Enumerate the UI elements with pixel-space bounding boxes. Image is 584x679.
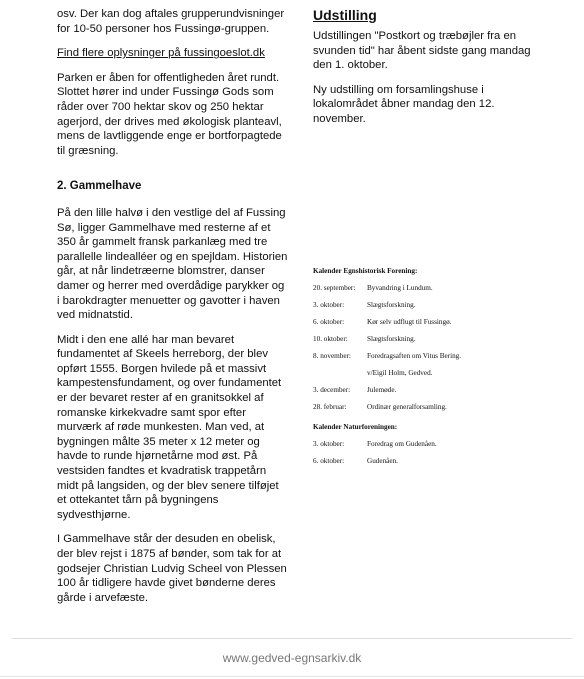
calendar-row [313, 457, 541, 465]
calendar-event: Foredragsaften om Vitus Bering. [367, 351, 462, 360]
fussingoeslot-link[interactable]: Find flere oplysninger på fussingoeslot.dk [57, 47, 265, 60]
udstilling-paragraph-1: Udstillingen "Postkort og træbøjler fra en svunden tid" har åbent sidste gang mandag den 1. oktober. [313, 30, 531, 72]
calendar-row [313, 335, 541, 343]
calendar-row [313, 301, 541, 309]
calendar-date [313, 369, 367, 377]
calendar-date: 3. december: [313, 385, 351, 394]
calendar-event: Julemøde. [367, 385, 397, 394]
calendar-date: 6. oktober: [313, 456, 345, 465]
calendar-date: 28. februar: [313, 402, 347, 411]
calendar-event: Foredrag om Gudenåen. [367, 439, 437, 448]
calendar-date: 20. september: [313, 283, 356, 292]
calendar-event: Slægtsforskning. [367, 334, 416, 343]
udstilling-paragraph-2: Ny udstilling om forsamlingshuse i lokalområdet åbner mandag den 12. november. [313, 83, 495, 125]
calendar-date: 3. oktober: [313, 439, 345, 448]
bottom-divider [0, 676, 584, 677]
calendar-date: 8. november: [313, 351, 351, 360]
obelisk-paragraph: I Gammelhave står der desuden en obelisk, der blev rejst i 1875 af bønder, som tak for at godsejer Christian Ludvig Scheel von Plessen 100 år tidligere havde givet bønderne deres gårde i arvefæste. [57, 533, 287, 604]
calendar-row [313, 369, 541, 377]
calendar-egnshistorisk [313, 267, 541, 411]
calendar-event: Gudenåen. [367, 456, 398, 465]
calendar-event: Ordinær generalforsamling. [367, 402, 447, 411]
alle-paragraph: Midt i den ene allé har man bevaret fundamentet af Skeels herreborg, der blev opført 1555. Borgen hvilede på et massivt kampestensfundament, og over fundamentet er der bevaret rester af en granitsokkel af romanske kirkekvadre samt spor efter murværk af røde munkesten. Man ved, at bygningen målte 35 meter x 12 meter og havde to runde hjørnetårne mod øst. På vestsiden fandtes et kvadratisk trappetårn midt på langsiden, og der blev senere tilføjet et ottekantet tårn på bygningens sydvesthjørne. [57, 333, 282, 521]
calendar-date: 3. oktober: [313, 300, 345, 309]
calendar-date: 6. oktober: [313, 317, 345, 326]
calendar-row [313, 318, 541, 326]
calendar-row [313, 352, 541, 360]
calendar-row [313, 403, 541, 411]
calendar-event: Kør selv udflugt til Fussingø. [367, 317, 452, 326]
footer-divider [12, 638, 572, 639]
udstilling-heading: Udstilling [313, 7, 377, 23]
right-column [313, 7, 541, 474]
calendar-row [313, 386, 541, 394]
halvo-paragraph: På den lille halvø i den vestlige del af Fussing Sø, ligger Gammelhave med resterne af et 350 år gammelt fransk parkanlæg med tre parallelle lindealléer og en spejldam. Historien går, at når lindetræerne blomstrer, danser damer og herrer med overdådige parykker og i barokdragter menuetter og gavotter i haven ved midnatstid. [57, 206, 288, 322]
calendar-row [313, 284, 541, 292]
calendar-row [313, 440, 541, 448]
calendar-title: Kalender Egnshistorisk Forening: [313, 266, 418, 275]
gammelhave-heading: 2. Gammelhave [57, 180, 142, 193]
calendar-event: Byvandring i Lundum. [367, 283, 433, 292]
intro-paragraph: osv. Der kan dog aftales grupperundvisninger for 10-50 personer hos Fussingø-gruppen. [57, 8, 285, 35]
calendar-title: Kalender Naturforeningen: [313, 422, 398, 431]
left-column [57, 7, 289, 615]
park-paragraph: Parken er åben for offentligheden året rundt. Slottet hører ind under Fussingø Gods som råder over 700 hektar skov og 250 hektar agerjord, der drives med økologisk planteavl, mens de lavtliggende enge er bortforpagtede til græsning. [57, 71, 282, 157]
footer-url: www.gedved-egnsarkiv.dk [222, 651, 362, 665]
calendar-event: Slægtsforskning. [367, 300, 416, 309]
calendar-naturforeningen [313, 423, 541, 465]
calendar-event: v/Eigil Holm, Gedved. [367, 368, 433, 377]
calendar-date: 10. oktober: [313, 334, 348, 343]
